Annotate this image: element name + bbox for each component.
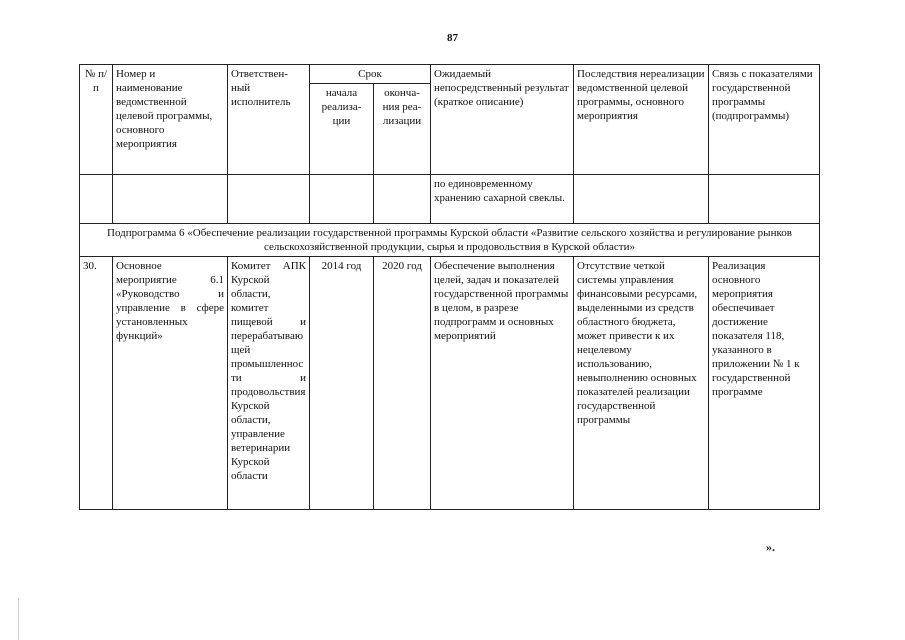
row-link: Реализация основного мероприятия обеспечивает достижение показателя 118, указанного в приложении № 1 к государственной программе [709,257,820,510]
header-consequences: Последствия нереализации ведомственной целевой программы, основного мероприятия [574,65,709,175]
header-term: Срок [310,65,431,84]
row-consequences: Отсутствие четкой системы управления финансовыми ресурсами, выделенными из средств областного бюджета, может привести к их нецелевому использованию, невыполнению основных показателей реализации государственной программы [574,257,709,510]
header-num: № п/п [80,65,113,175]
row-end: 2020 год [374,257,431,510]
row-result: Обеспечение выполнения целей, задач и показателей государственной программы в целом, в разрезе подпрограмм и основных мероприятий [431,257,574,510]
table-row [80,257,820,510]
scan-edge-mark [18,598,19,640]
header-link: Связь с показателями государственной программы (подпрограммы) [709,65,820,175]
row-start: 2014 год [310,257,374,510]
page-number: 87 [447,32,458,44]
continued-row [80,175,820,224]
row-name: Основное мероприятие 6.1 «Руководство и управление в сфере установленных функций» [113,257,228,510]
header-term-start: начала реализа-ции [310,84,374,175]
row-num: 30. [80,257,113,510]
closing-quote: ». [766,540,775,554]
continued-result: по единовременному хранению сахарной свеклы. [431,175,574,224]
program-table [79,64,820,510]
row-responsible: Комитет АПК Курской области, комитет пищевой и перерабатывающей промышленности и продовольствия Курской области, управление ветеринарии Курской области [228,257,310,510]
header-responsible: Ответствен-ный исполнитель [228,65,310,175]
subprogram-title: Подпрограмма 6 «Обеспечение реализации государственной программы Курской области «Развитие сельского хозяйства и регулирование рынков сельскохозяйственной продукции, сырья и продовольствия в Курской области» [80,224,820,257]
header-name: Номер и наименование ведомственной целевой программы, основного мероприятия [113,65,228,175]
header-term-end: оконча-ния реа-лизации [374,84,431,175]
header-row [80,65,820,84]
header-result: Ожидаемый непосредственный результат (краткое описание) [431,65,574,175]
subprogram-row [80,224,820,257]
